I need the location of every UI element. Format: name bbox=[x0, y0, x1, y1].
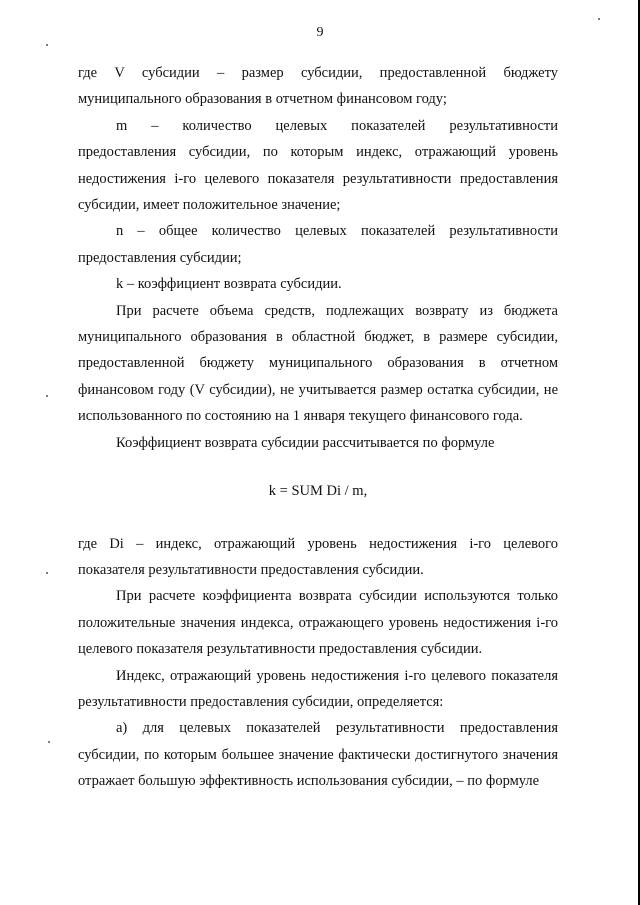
paragraph-m-definition: m – количество целевых показателей результативности предоставления субсидии, по которым индекс, отражающий уровень недостижения i-го целевого показателя результативности предоставления субсидии, имеет положительное значение; bbox=[78, 117, 558, 214]
scan-speck bbox=[46, 44, 48, 46]
document-body bbox=[78, 60, 558, 795]
scan-speck bbox=[46, 572, 48, 574]
paragraph-coef-formula-intro: Коэффициент возврата субсидии рассчитывается по формуле bbox=[116, 434, 495, 451]
scan-speck bbox=[598, 18, 600, 20]
formula-k: k = SUM Di / m, bbox=[268, 483, 368, 500]
paragraph-calc-note: При расчете объема средств, подлежащих возврату из бюджета муниципального образования в областной бюджет, в размере субсидии, предоставленной бюджету муниципального образования в отчетном финансовом году (V субсидии), не учитывается размер остатка субсидии, не использованного по состоянию на 1 января текущего финансового года. bbox=[78, 302, 558, 425]
paragraph-di-definition: где Di – индекс, отражающий уровень недостижения i-го целевого показателя результативности предоставления субсидии. bbox=[78, 535, 558, 578]
paragraph-item-a: а) для целевых показателей результативности предоставления субсидии, по которым большее значение фактически достигнутого значения отражает большую эффективность использования субсидии, – по формуле bbox=[78, 720, 558, 790]
paragraph-k-definition: k – коэффициент возврата субсидии. bbox=[116, 276, 342, 293]
scan-speck bbox=[46, 395, 48, 397]
paragraph-v-definition: где V субсидии – размер субсидии, предоставленной бюджету муниципального образования в отчетном финансовом году; bbox=[78, 65, 558, 108]
scan-speck bbox=[48, 741, 50, 743]
paragraph-n-definition: n – общее количество целевых показателей результативности предоставления субсидии; bbox=[78, 223, 558, 266]
page-number: 9 bbox=[316, 25, 324, 40]
paragraph-index-intro: Индекс, отражающий уровень недостижения i-го целевого показателя результативности предоставления субсидии, определяется: bbox=[78, 667, 558, 710]
paragraph-positive-values-note: При расчете коэффициента возврата субсидии используются только положительные значения индекса, отражающего уровень недостижения i-го целевого показателя результативности предоставления субсидии. bbox=[78, 588, 558, 658]
